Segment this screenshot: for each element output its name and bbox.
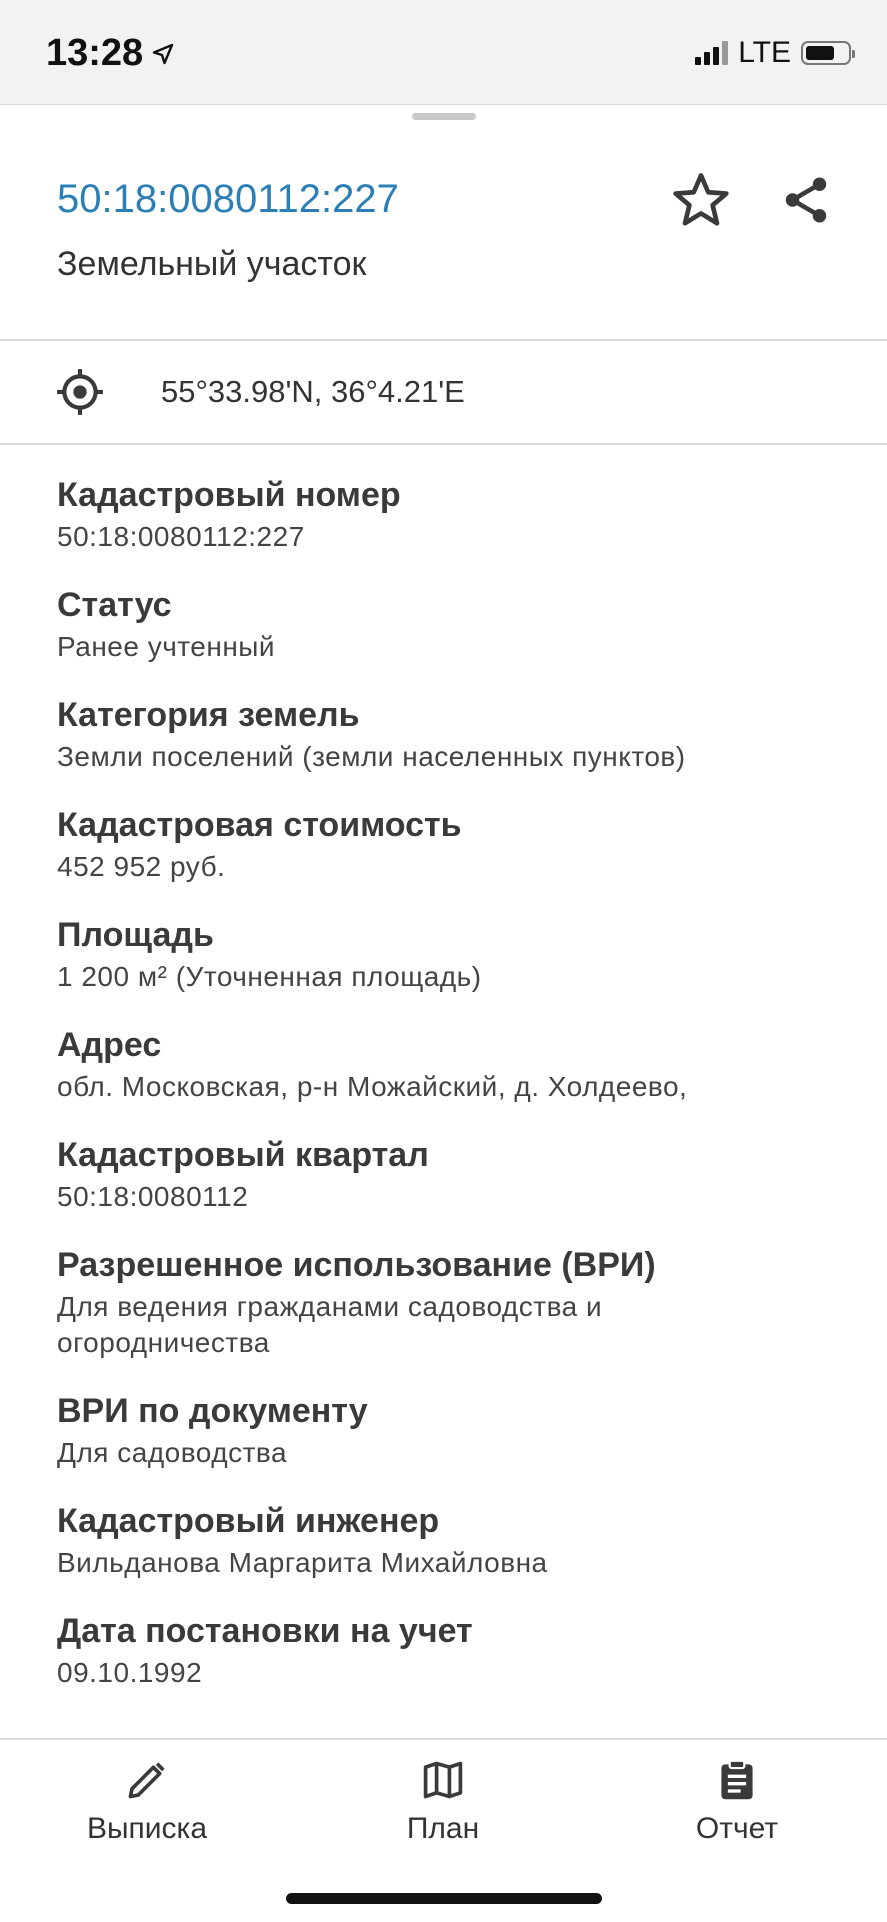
details-list [57, 475, 857, 1721]
network-label: LTE [738, 36, 791, 69]
coordinates-row[interactable] [0, 341, 887, 445]
location-arrow-icon [151, 42, 175, 66]
field-permitted-use-doc [57, 1391, 857, 1471]
field-value: Для садоводства [57, 1437, 288, 1468]
field-label: Категория земель [57, 696, 360, 734]
tab-plan[interactable] [343, 1758, 543, 1846]
field-value: 452 952 руб. [57, 851, 226, 882]
field-value: обл. Московская, р-н Можайский, д. Холдеево, [57, 1071, 688, 1102]
object-type: Земельный участок [57, 245, 367, 283]
field-permitted-use [57, 1245, 857, 1361]
tab-label: План [406, 1812, 480, 1845]
field-label: Кадастровый инженер [57, 1502, 440, 1540]
field-value: Ранее учтенный [57, 631, 276, 662]
field-status [57, 585, 857, 665]
field-value: 50:18:0080112:227 [57, 521, 305, 552]
field-value: Земли поселений (земли населенных пунктов) [57, 741, 686, 772]
field-label: Кадастровая стоимость [57, 806, 462, 844]
field-label: Статус [57, 586, 172, 624]
field-cadastral-number [57, 475, 857, 555]
field-label: Кадастровый квартал [57, 1136, 429, 1174]
field-address [57, 1025, 857, 1105]
field-label: Кадастровый номер [57, 476, 401, 514]
coordinates-text: 55°33.98'N, 36°4.21'E [161, 374, 465, 409]
field-cadastral-quarter [57, 1135, 857, 1215]
details-sheet [0, 105, 887, 1920]
status-bar [0, 0, 887, 105]
clipboard-icon [715, 1758, 759, 1802]
share-button[interactable] [771, 165, 841, 235]
field-value: 50:18:0080112 [57, 1181, 249, 1212]
status-indicators [695, 36, 851, 70]
tab-label: Отчет [695, 1812, 779, 1845]
field-label: Дата постановки на учет [57, 1612, 473, 1650]
object-header [0, 105, 887, 341]
field-label: Площадь [57, 916, 214, 954]
map-icon [421, 1758, 465, 1802]
field-value: 09.10.1992 [57, 1657, 203, 1688]
field-value: Для ведения гражданами садоводства и огородничества [57, 1291, 603, 1358]
cadastral-number-title: 50:18:0080112:227 [57, 177, 399, 221]
status-time-group [46, 32, 175, 75]
field-value: 1 200 м² (Уточненная площадь) [57, 961, 482, 992]
field-registration-date [57, 1611, 857, 1691]
field-cadastral-value [57, 805, 857, 885]
star-icon [670, 169, 732, 231]
status-time: 13:28 [46, 32, 144, 74]
field-label: ВРИ по документу [57, 1392, 368, 1430]
tab-report[interactable] [637, 1758, 837, 1846]
field-land-category [57, 695, 857, 775]
tab-label: Выписка [86, 1812, 208, 1845]
signal-icon [695, 41, 728, 65]
field-area [57, 915, 857, 995]
share-icon [779, 173, 833, 227]
tab-extract[interactable] [47, 1758, 247, 1846]
field-label: Разрешенное использование (ВРИ) [57, 1246, 656, 1284]
field-label: Адрес [57, 1026, 162, 1064]
favorite-button[interactable] [666, 165, 736, 235]
pencil-icon [125, 1758, 169, 1802]
gps-target-icon [55, 367, 105, 417]
field-value: Вильданова Маргарита Михайловна [57, 1547, 548, 1578]
field-cadastral-engineer [57, 1501, 857, 1581]
home-indicator[interactable] [286, 1893, 602, 1904]
battery-icon [801, 41, 851, 65]
